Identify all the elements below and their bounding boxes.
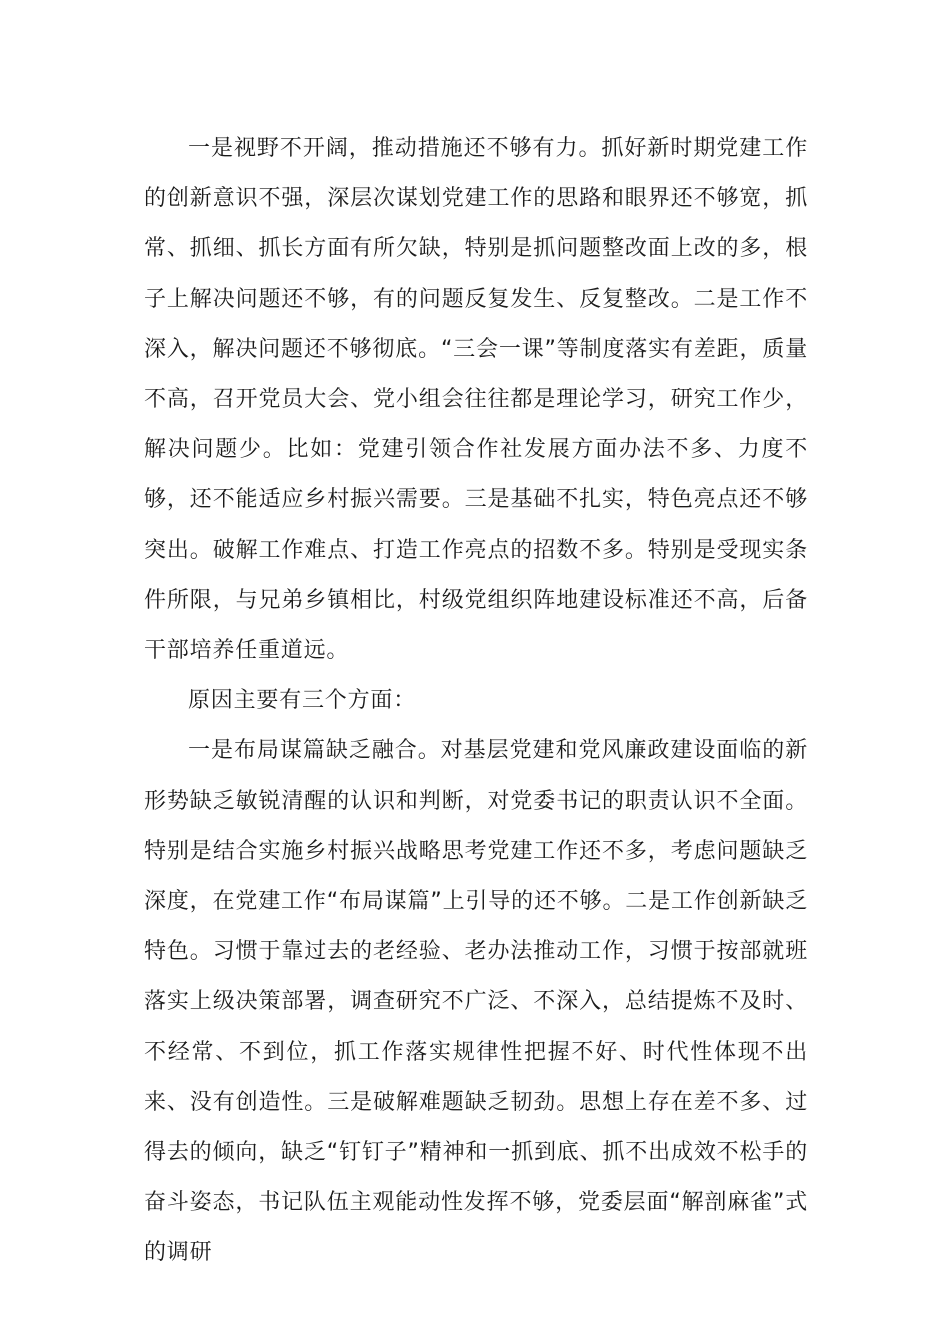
paragraph-problems: 一是视野不开阔，推动措施还不够有力。抓好新时期党建工作的创新意识不强，深层次谋划党建工作的思路和眼界还不够宽，抓常、抓细、抓长方面有所欠缺，特别是抓问题整改面上改的多，根子上解决问题还不够，有的问题反复发生、反复整改。二是工作不深入，解决问题还不够彻底。“三会一课”等制度落实有差距，质量不高，召开党员大会、党小组会往往都是理论学习，研究工作少，解决问题少。比如：党建引领合作社发展方面办法不多、力度不够，还不能适应乡村振兴需要。三是基础不扎实，特色亮点还不够突出。破解工作难点、打造工作亮点的招数不多。特别是受现实条件所限，与兄弟乡镇相比，村级党组织阵地建设标准还不高，后备干部培养任重道远。 bbox=[144, 136, 808, 664]
paragraph-reasons-intro: 原因主要有三个方面： bbox=[188, 688, 417, 714]
paragraph-reasons-detail: 一是布局谋篇缺乏融合。对基层党建和党风廉政建设面临的新形势缺乏敏锐清醒的认识和判断，对党委书记的职责认识不全面。特别是结合实施乡村振兴战略思考党建工作还不多，考虑问题缺乏深度，在党建工作“布局谋篇”上引导的还不够。二是工作创新缺乏特色。习惯于靠过去的老经验、老办法推动工作，习惯于按部就班落实上级决策部署，调查研究不广泛、不深入，总结提炼不及时、不经常、不到位，抓工作落实规律性把握不好、时代性体现不出来、没有创造性。三是破解难题缺乏韧劲。思想上存在差不多、过得去的倾向，缺乏“钉钉子”精神和一抓到底、抓不出成效不松手的奋斗姿态，书记队伍主观能动性发挥不够，党委层面“解剖麻雀”式的调研 bbox=[144, 738, 808, 1266]
document-page bbox=[144, 124, 808, 1279]
